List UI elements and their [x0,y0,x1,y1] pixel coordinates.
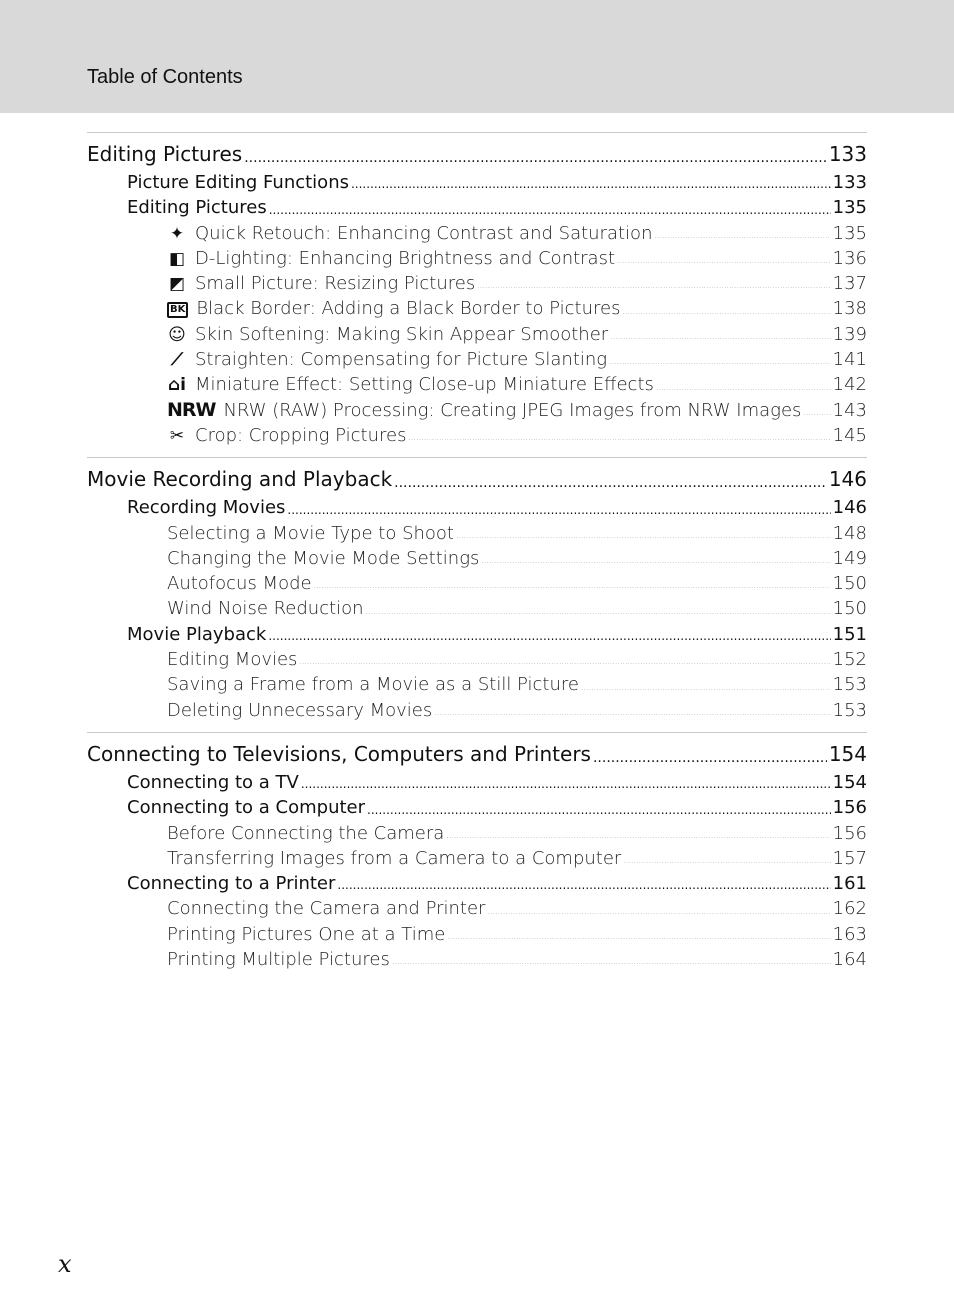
toc-subsection-entry[interactable] [87,398,867,423]
dot-leader [581,683,831,693]
toc-subsection-entry[interactable] [87,271,867,296]
toc-entry-label [167,398,801,423]
dot-leader [477,281,830,291]
toc-entry-label [167,521,454,546]
toc-entry-text: NRW (RAW) Processing: Creating JPEG Images from NRW Images [223,399,802,421]
dot-leader [244,150,827,166]
toc-page-number: 146 [832,497,867,519]
dot-leader [408,433,830,443]
toc-page-number: 150 [832,573,867,595]
toc-page-number: 135 [832,197,867,219]
toc-entry-text: Movie Playback [127,623,267,645]
dot-leader [446,831,830,841]
toc-page-number: 154 [832,771,867,793]
toc-entry-label [127,170,349,195]
toc-entry-label [167,922,445,947]
toc-entry-text: Crop: Cropping Pictures [195,424,407,446]
toc-entry-label [127,770,299,795]
toc-page-number: 153 [832,674,867,696]
dot-leader [337,878,830,892]
toc-page-number: 152 [832,649,867,671]
toc-entry-label [167,322,608,348]
toc-page-number: 161 [832,873,867,895]
toc-entry-text: Wind Noise Reduction [167,598,364,620]
toc-entry-label [167,347,607,373]
dot-leader [593,750,827,766]
toc-subsection-entry[interactable] [87,322,867,347]
dot-leader [394,475,827,491]
toc-entry-label [167,698,432,723]
toc-section-entry[interactable] [87,770,867,795]
toc-subsection-entry[interactable] [87,947,867,972]
toc-subsection-entry[interactable] [87,347,867,372]
toc-page-number: 151 [832,623,867,645]
dot-leader [366,607,831,617]
miniature-effect-icon: ⌂ⅰ [168,375,186,396]
dot-leader [609,357,831,367]
toc-entry-label [167,647,297,672]
dot-leader [269,203,831,217]
toc-page-number: 162 [832,898,867,920]
toc-entry-label [127,195,267,220]
toc-subsection-entry[interactable] [87,846,867,871]
toc-entry-text: Connecting to a TV [127,771,299,793]
toc-entry-label [167,546,479,571]
toc-entry-text: Printing Multiple Pictures [167,949,390,971]
toc-entry-label [87,464,392,495]
dot-leader [623,856,830,866]
toc-page-number: 142 [832,374,867,396]
toc-entry-label [167,296,620,321]
toc-section [87,732,867,972]
toc-subsection-entry[interactable] [87,221,867,246]
toc-page-number: 149 [832,547,867,569]
toc-page-number: 139 [832,323,867,345]
dot-leader [656,383,831,393]
toc-section-entry[interactable] [87,795,867,820]
toc-page-number: 137 [832,273,867,295]
toc-entry-label [167,571,312,596]
toc-section-entry[interactable] [87,622,867,647]
toc-entry-label [167,821,444,846]
toc-entry-text: Saving a Frame from a Movie as a Still Picture [167,674,579,696]
toc-page-number: 136 [832,247,867,269]
toc-entry-text: Autofocus Mode [167,573,312,595]
toc-page-number: 157 [832,847,867,869]
page-number: x [58,1250,72,1278]
dot-leader [654,231,830,241]
toc-subsection-entry[interactable] [87,423,867,448]
dot-leader [351,177,831,191]
toc-section-entry[interactable] [87,871,867,896]
toc-entry-text: Connecting the Camera and Printer [167,898,486,920]
toc-entry-text: Before Connecting the Camera [167,822,445,844]
toc-subsection-entry[interactable] [87,571,867,596]
toc-entry-label [127,495,285,520]
toc-section-entry[interactable] [87,495,867,520]
toc-entry-label [87,139,242,170]
toc-entry-label [167,221,652,247]
toc-entry-label [87,739,591,770]
toc-entry-text: Small Picture: Resizing Pictures [195,273,476,295]
toc-entry-label [167,596,364,621]
toc-subsection-entry[interactable] [87,698,867,723]
toc-entry-text: Printing Pictures One at a Time [167,923,446,945]
toc-entry-label [167,372,654,398]
toc-entry-text: Straighten: Compensating for Picture Slanting [195,349,608,371]
toc-subsection-entry[interactable] [87,596,867,621]
toc-page-number: 135 [832,222,867,244]
toc-section-entry[interactable] [87,170,867,195]
dot-leader [367,803,831,817]
table-of-contents [87,132,867,981]
dot-leader [622,307,830,317]
toc-section [87,457,867,723]
page-title: Table of Contents [87,66,243,88]
dot-leader [447,932,830,942]
toc-chapter-entry[interactable] [87,739,867,770]
toc-entry-text: Quick Retouch: Enhancing Contrast and Saturation [195,222,653,244]
toc-subsection-entry[interactable] [87,896,867,921]
toc-entry-text: Miniature Effect: Setting Close-up Miniature Effects [195,374,654,396]
dot-leader [299,657,830,667]
nrw-icon: NRW [167,398,216,421]
dot-leader [287,503,830,517]
dot-leader [481,556,830,566]
toc-subsection-entry[interactable] [87,647,867,672]
dot-leader [610,332,830,342]
toc-entry-text: Editing Pictures [127,197,267,219]
toc-page-number: 154 [828,741,867,766]
toc-entry-text: Black Border: Adding a Black Border to Pictures [196,298,621,320]
toc-subsection-entry[interactable] [87,672,867,697]
dot-leader [487,907,830,917]
toc-entry-text: Deleting Unnecessary Movies [167,699,433,721]
toc-subsection-entry[interactable] [87,372,867,397]
toc-section [87,132,867,448]
toc-entry-label [127,622,266,647]
dot-leader [314,581,831,591]
toc-page-number: 138 [832,298,867,320]
toc-entry-text: Recording Movies [127,497,286,519]
dot-leader [803,408,830,418]
toc-entry-label [127,795,365,820]
toc-entry-text: Selecting a Movie Type to Shoot [167,522,454,544]
toc-entry-text: Connecting to a Printer [127,873,336,895]
toc-subsection-entry[interactable] [87,821,867,846]
toc-page-number: 145 [832,424,867,446]
toc-page-number: 133 [828,142,867,166]
toc-chapter-entry[interactable] [87,464,867,495]
quick-retouch-icon: ✦ [169,223,185,244]
toc-entry-text: Skin Softening: Making Skin Appear Smoother [195,323,609,345]
toc-entry-label [167,896,485,921]
toc-page-number: 156 [832,797,867,819]
toc-entry-text: Editing Movies [167,649,298,671]
toc-entry-text: Editing Pictures [87,142,243,166]
toc-page-number: 146 [828,467,867,492]
crop-icon: ✂ [169,425,185,446]
toc-page-number: 133 [832,172,867,193]
toc-page-number: 150 [832,598,867,620]
toc-entry-label [167,246,615,272]
toc-entry-text: Movie Recording and Playback [87,467,393,492]
dot-leader [392,957,831,967]
toc-page-number: 163 [832,923,867,945]
toc-entry-label [127,871,335,896]
toc-page-number: 148 [832,522,867,544]
toc-entry-text: Connecting to Televisions, Computers and Printers [87,741,591,766]
toc-entry-text: Connecting to a Computer [127,797,366,819]
small-picture-icon: ◩ [168,274,186,295]
toc-section-entry[interactable] [87,195,867,220]
toc-subsection-entry[interactable] [87,521,867,546]
toc-page-number: 141 [832,349,867,371]
toc-entry-label [167,947,390,972]
toc-entry-label [167,846,621,871]
dot-leader [434,708,830,718]
d-lighting-icon: ◧ [168,248,186,269]
dot-leader [301,777,831,791]
dot-leader [456,531,831,541]
toc-entry-label [167,423,406,449]
toc-subsection-entry[interactable] [87,546,867,571]
dot-leader [268,629,830,643]
toc-entry-text: Picture Editing Functions [127,172,349,193]
toc-entry-text: Changing the Movie Mode Settings [167,547,480,569]
toc-page-number: 164 [832,949,867,971]
toc-chapter-entry[interactable] [87,139,867,170]
toc-entry-text: D-Lighting: Enhancing Brightness and Contrast [195,247,616,269]
toc-page-number: 153 [832,699,867,721]
header-band [0,0,954,113]
toc-entry-label [167,271,475,297]
black-border-icon: BK [167,302,188,318]
toc-page-number: 143 [832,399,867,421]
straighten-icon: ⟋ [171,350,183,371]
toc-entry-text: Transferring Images from a Camera to a Computer [167,847,622,869]
toc-page-number: 156 [832,822,867,844]
toc-entry-label [167,672,579,697]
toc-subsection-entry[interactable] [87,922,867,947]
dot-leader [617,256,831,266]
toc-subsection-entry[interactable] [87,246,867,271]
toc-subsection-entry[interactable] [87,296,867,321]
skin-softening-icon: ☺ [168,324,186,345]
